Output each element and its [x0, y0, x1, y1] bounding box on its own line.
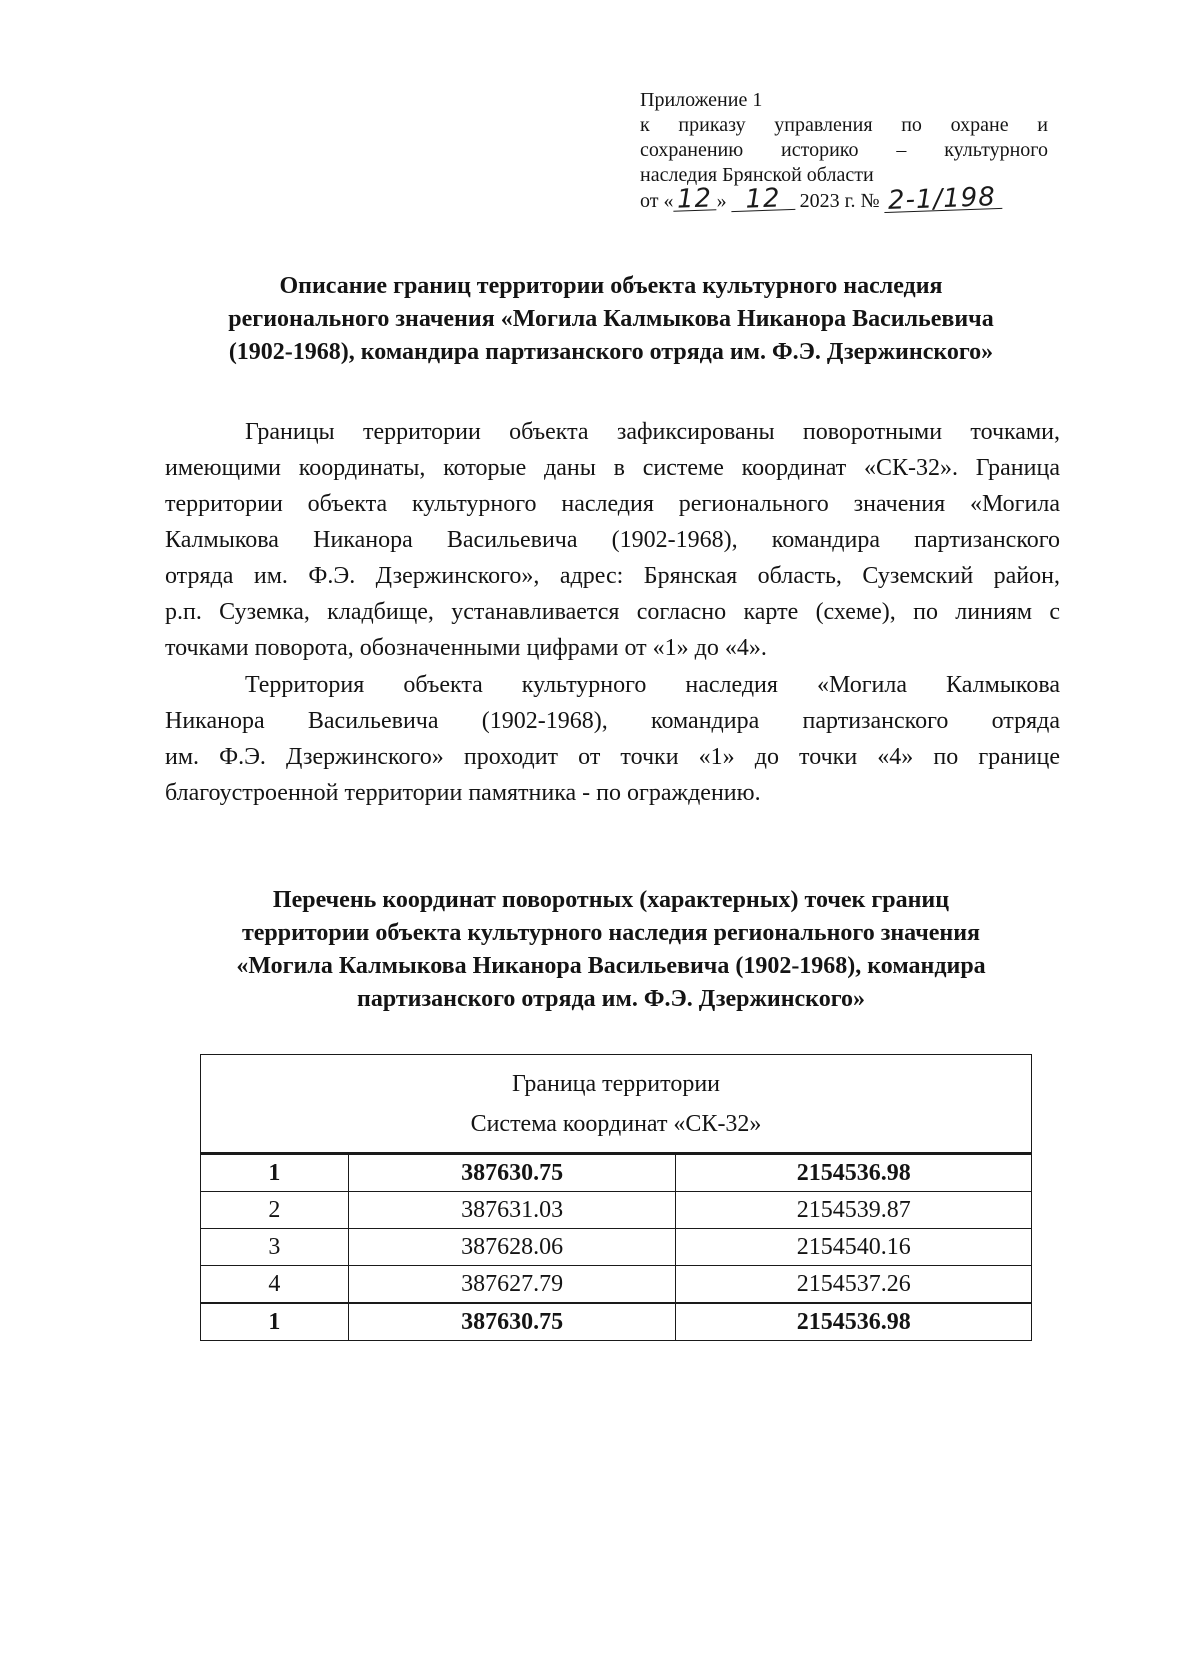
- point-number-cell: 1: [201, 1154, 349, 1192]
- appendix-line-1: к приказу управления по охране и: [640, 114, 1048, 136]
- date-prefix: от «: [640, 190, 674, 212]
- table-row: [201, 1192, 1032, 1229]
- list-title-line-2: территории объекта культурного наследия регионального значения: [241, 920, 981, 946]
- handwritten-order-number: 2-1/198: [883, 186, 1002, 213]
- paragraph-line: Границы территории объекта зафиксированы поворотными точками,: [245, 419, 1060, 445]
- y-coordinate-cell: 2154536.98: [676, 1303, 1032, 1341]
- title-line-2: регионального значения «Могила Калмыкова Никанора Васильевича: [228, 306, 994, 332]
- table-header-system: Система координат «СК-32»: [470, 1110, 762, 1137]
- paragraph-line: территории объекта культурного наследия регионального значения «Могила: [165, 491, 1060, 517]
- year-text: 2023 г. №: [799, 190, 880, 212]
- appendix-line-3: наследия Брянской области: [640, 164, 874, 186]
- document-title: [160, 270, 1062, 369]
- paragraph-line: Никанора Васильевича (1902-1968), командира партизанского отряда: [165, 708, 1060, 734]
- x-coordinate-cell: 387630.75: [348, 1154, 676, 1192]
- point-number-cell: 1: [201, 1303, 349, 1341]
- title-line-1: Описание границ территории объекта культурного наследия: [279, 273, 943, 299]
- x-coordinate-cell: 387631.03: [348, 1192, 676, 1229]
- appendix-block: [640, 88, 1048, 214]
- paragraph-boundaries: [165, 414, 1060, 666]
- x-coordinate-cell: 387627.79: [348, 1266, 676, 1304]
- coordinates-list-title: [160, 884, 1062, 1016]
- list-title-line-4: партизанского отряда им. Ф.Э. Дзержинского»: [357, 986, 865, 1012]
- paragraph-line: благоустроенной территории памятника - по ограждению.: [165, 780, 761, 806]
- x-coordinate-cell: 387630.75: [348, 1303, 676, 1341]
- table-header-boundary: Граница территории: [511, 1070, 721, 1097]
- y-coordinate-cell: 2154536.98: [676, 1154, 1032, 1192]
- handwritten-month: 12: [730, 187, 795, 212]
- handwritten-day: 12: [673, 187, 717, 211]
- table-header-row: [201, 1055, 1032, 1154]
- table-row: [201, 1303, 1032, 1341]
- y-coordinate-cell: 2154539.87: [676, 1192, 1032, 1229]
- appendix-title: Приложение 1: [640, 89, 763, 111]
- paragraph-line: точками поворота, обозначенными цифрами от «1» до «4».: [165, 635, 767, 661]
- paragraph-line: р.п. Суземка, кладбище, устанавливается согласно карте (схеме), по линиям с: [165, 599, 1060, 625]
- coordinates-table: [200, 1054, 1032, 1341]
- appendix-line-2: сохранению историко – культурного: [640, 139, 1048, 161]
- paragraph-line: отряда им. Ф.Э. Дзержинского», адрес: Брянская область, Суземский район,: [165, 563, 1060, 589]
- y-coordinate-cell: 2154537.26: [676, 1266, 1032, 1304]
- table-row: [201, 1154, 1032, 1192]
- y-coordinate-cell: 2154540.16: [676, 1229, 1032, 1266]
- paragraph-line: Территория объекта культурного наследия «Могила Калмыкова: [245, 672, 1060, 698]
- paragraph-territory: [165, 667, 1060, 811]
- list-title-line-3: «Могила Калмыкова Никанора Васильевича (1902-1968), командира: [236, 953, 986, 979]
- table-header-cell: [201, 1055, 1032, 1154]
- date-mid: »: [716, 190, 727, 212]
- paragraph-line: им. Ф.Э. Дзержинского» проходит от точки «1» до точки «4» по границе: [165, 744, 1060, 770]
- x-coordinate-cell: 387628.06: [348, 1229, 676, 1266]
- table-row: [201, 1266, 1032, 1304]
- list-title-line-1: Перечень координат поворотных (характерных) точек границ: [272, 887, 950, 913]
- point-number-cell: 4: [201, 1266, 349, 1304]
- paragraph-line: Калмыкова Никанора Васильевича (1902-1968), командира партизанского: [165, 527, 1060, 553]
- appendix-date-line: [640, 182, 1048, 216]
- point-number-cell: 3: [201, 1229, 349, 1266]
- point-number-cell: 2: [201, 1192, 349, 1229]
- paragraph-line: имеющими координаты, которые даны в системе координат «СК-32». Граница: [165, 455, 1060, 481]
- title-line-3: (1902-1968), командира партизанского отряда им. Ф.Э. Дзержинского»: [228, 339, 994, 365]
- table-row: [201, 1229, 1032, 1266]
